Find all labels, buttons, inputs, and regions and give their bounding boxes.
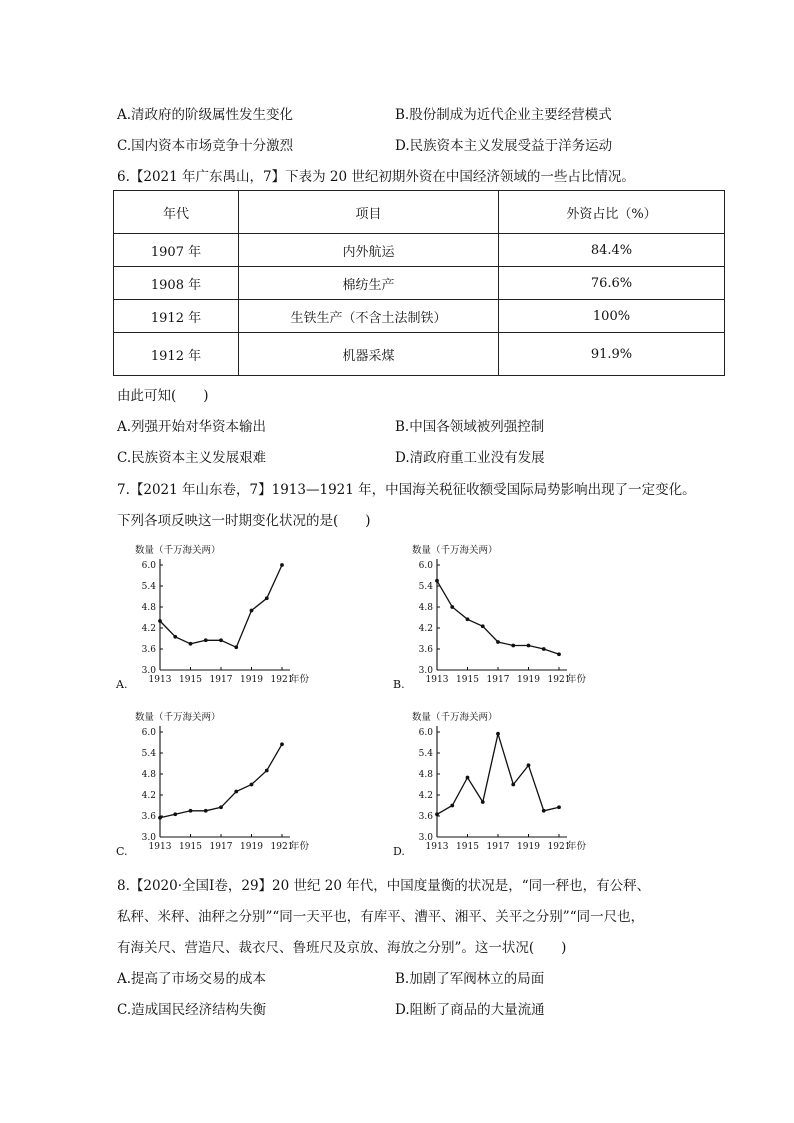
q8-option-a: A.提高了市场交易的成本 (117, 971, 267, 987)
x-tick-label: 1913 (148, 675, 172, 685)
data-point (234, 645, 238, 649)
table-row (114, 267, 725, 300)
y-tick-label: 4.2 (141, 791, 156, 801)
y-tick-label: 6.0 (141, 728, 156, 738)
foreign-capital-table (113, 190, 725, 376)
table-cell: 棉纺生产 (239, 267, 499, 300)
x-tick-label: 1915 (456, 675, 479, 685)
x-axis-label: 年份 (567, 674, 587, 685)
series-line (160, 565, 282, 647)
chart-panel-c (115, 707, 315, 866)
table-header-cell: 年代 (114, 191, 239, 234)
q8-stem-line1: 8.【2020·全国Ⅰ卷，29】20 世纪 20 年代，中国度量衡的状况是，“同一秤也，有公秤、 (117, 878, 651, 894)
data-point (250, 783, 254, 787)
chart-panel-label: C. (116, 845, 128, 858)
table-row (114, 300, 725, 333)
data-point (204, 809, 208, 813)
y-tick-label: 4.8 (418, 770, 433, 780)
y-tick-label: 4.8 (141, 603, 156, 613)
data-point (450, 804, 454, 808)
q6-option-d: D.清政府重工业没有发展 (395, 450, 545, 466)
x-tick-label: 1919 (517, 675, 540, 685)
q7-stem-line2: 下列各项反映这一时期变化状况的是( ) (117, 513, 371, 529)
data-point (189, 809, 193, 813)
y-tick-label: 4.8 (141, 770, 156, 780)
data-point (542, 647, 546, 651)
x-tick-label: 1913 (425, 842, 449, 852)
data-point (435, 579, 439, 583)
data-point (158, 619, 162, 623)
data-point (542, 809, 546, 813)
data-point (204, 638, 208, 642)
y-tick-label: 3.0 (418, 666, 433, 676)
y-tick-label: 6.0 (418, 561, 433, 571)
table-cell: 1908 年 (114, 267, 239, 300)
table-row (114, 234, 725, 267)
data-point (219, 805, 223, 809)
x-tick-label: 1917 (486, 675, 510, 685)
y-tick-label: 5.4 (418, 582, 433, 592)
q6-stem: 6.【2021 年广东禺山，7】下表为 20 世纪初期外资在中国经济领域的一些占比情况。 (117, 169, 635, 185)
data-point (481, 624, 485, 628)
data-point (511, 644, 515, 648)
chart-panel-a (115, 540, 315, 699)
chart-panel-label: B. (393, 678, 405, 691)
y-tick-label: 3.0 (418, 833, 433, 843)
y-axis-label: 数量（千万海关两） (412, 712, 498, 723)
q8-option-c: C.造成国民经济结构失衡 (117, 1002, 267, 1018)
chart-panel-b (392, 540, 592, 699)
data-point (466, 776, 470, 780)
q6-option-a: A.列强开始对华资本输出 (117, 419, 267, 435)
y-tick-label: 4.2 (141, 624, 156, 634)
x-tick-label: 1921 (270, 675, 294, 685)
y-tick-label: 3.0 (141, 833, 156, 843)
data-point (189, 642, 193, 646)
y-tick-label: 4.2 (418, 624, 433, 634)
series-line (437, 734, 559, 815)
data-point (280, 563, 284, 567)
table-cell: 内外航运 (239, 234, 499, 267)
data-point (265, 596, 269, 600)
data-point (219, 638, 223, 642)
data-point (496, 732, 500, 736)
x-tick-label: 1921 (547, 842, 571, 852)
data-point (450, 605, 454, 609)
x-axis-label: 年份 (567, 841, 587, 852)
y-axis-label: 数量（千万海关两） (135, 545, 221, 556)
data-point (527, 644, 531, 648)
q8-stem-line2: 私秤、米秤、油秤之分别”“同一天平也，有库平、漕平、湘平、关平之分别”“同一尺也， (117, 909, 645, 925)
data-point (511, 783, 515, 787)
chart-panel-label: A. (116, 678, 128, 691)
data-point (557, 652, 561, 656)
data-point (435, 812, 439, 816)
data-point (557, 805, 561, 809)
y-tick-label: 3.6 (141, 812, 156, 822)
table-header-cell: 项目 (239, 191, 499, 234)
y-axis-label: 数量（千万海关两） (412, 545, 498, 556)
data-point (265, 769, 269, 773)
x-tick-label: 1913 (425, 675, 449, 685)
table-row (114, 333, 725, 376)
data-point (280, 742, 284, 746)
q5-option-d: D.民族资本主义发展受益于洋务运动 (395, 138, 613, 154)
table-cell: 100% (499, 300, 725, 333)
data-point (234, 790, 238, 794)
data-point (158, 816, 162, 820)
y-tick-label: 4.8 (418, 603, 433, 613)
table-cell: 1912 年 (114, 333, 239, 376)
x-axis-label: 年份 (290, 674, 310, 685)
x-tick-label: 1919 (517, 842, 540, 852)
q6-option-b: B.中国各领域被列强控制 (395, 419, 545, 435)
x-axis-label: 年份 (290, 841, 310, 852)
data-point (173, 812, 177, 816)
q5-option-a: A.清政府的阶级属性发生变化 (117, 107, 294, 123)
table-cell: 机器采煤 (239, 333, 499, 376)
table-cell: 84.4% (499, 234, 725, 267)
q5-option-c: C.国内资本市场竞争十分激烈 (117, 138, 294, 154)
q8-option-b: B.加剧了军阀林立的局面 (395, 971, 545, 987)
data-point (250, 609, 254, 613)
y-tick-label: 3.0 (141, 666, 156, 676)
table-header-row (114, 191, 725, 234)
x-tick-label: 1913 (148, 842, 172, 852)
q7-stem-line1: 7.【2021 年山东卷，7】1913—1921 年，中国海关税征收额受国际局势影响出现了一定变化。 (117, 482, 696, 498)
data-point (527, 763, 531, 767)
x-tick-label: 1915 (179, 675, 202, 685)
data-point (466, 617, 470, 621)
y-tick-label: 5.4 (141, 749, 156, 759)
y-tick-label: 4.2 (418, 791, 433, 801)
y-tick-label: 3.6 (418, 645, 433, 655)
y-tick-label: 6.0 (418, 728, 433, 738)
table-header-cell: 外资占比（%） (499, 191, 725, 234)
q6-prompt: 由此可知( ) (117, 388, 209, 404)
table-cell: 1907 年 (114, 234, 239, 267)
x-tick-label: 1921 (547, 675, 571, 685)
table-cell: 76.6% (499, 267, 725, 300)
y-tick-label: 5.4 (418, 749, 433, 759)
y-tick-label: 6.0 (141, 561, 156, 571)
x-tick-label: 1919 (240, 675, 263, 685)
x-tick-label: 1921 (270, 842, 294, 852)
y-tick-label: 3.6 (141, 645, 156, 655)
q6-option-c: C.民族资本主义发展艰难 (117, 450, 267, 466)
table-cell: 生铁生产（不含土法制铁） (239, 300, 499, 333)
x-tick-label: 1915 (456, 842, 479, 852)
table-cell: 91.9% (499, 333, 725, 376)
data-point (173, 635, 177, 639)
q8-stem-line3: 有海关尺、营造尺、裁衣尺、鲁班尺及京放、海放之分别”。这一状况( ) (117, 940, 567, 956)
y-tick-label: 5.4 (141, 582, 156, 592)
line-chart-a (115, 540, 315, 695)
y-axis-label: 数量（千万海关两） (135, 712, 221, 723)
q8-option-d: D.阻断了商品的大量流通 (395, 1002, 545, 1018)
table-cell: 1912 年 (114, 300, 239, 333)
x-tick-label: 1919 (240, 842, 263, 852)
chart-panel-label: D. (393, 845, 405, 858)
x-tick-label: 1917 (209, 675, 233, 685)
y-tick-label: 3.6 (418, 812, 433, 822)
x-tick-label: 1915 (179, 842, 202, 852)
x-tick-label: 1917 (486, 842, 510, 852)
line-chart-d (392, 707, 612, 862)
line-chart-b (392, 540, 592, 695)
data-point (496, 640, 500, 644)
q5-option-b: B.股份制成为近代企业主要经营模式 (395, 107, 612, 123)
x-tick-label: 1917 (209, 842, 233, 852)
data-point (481, 800, 485, 804)
line-chart-c (115, 707, 315, 862)
chart-panel-d (392, 707, 612, 866)
